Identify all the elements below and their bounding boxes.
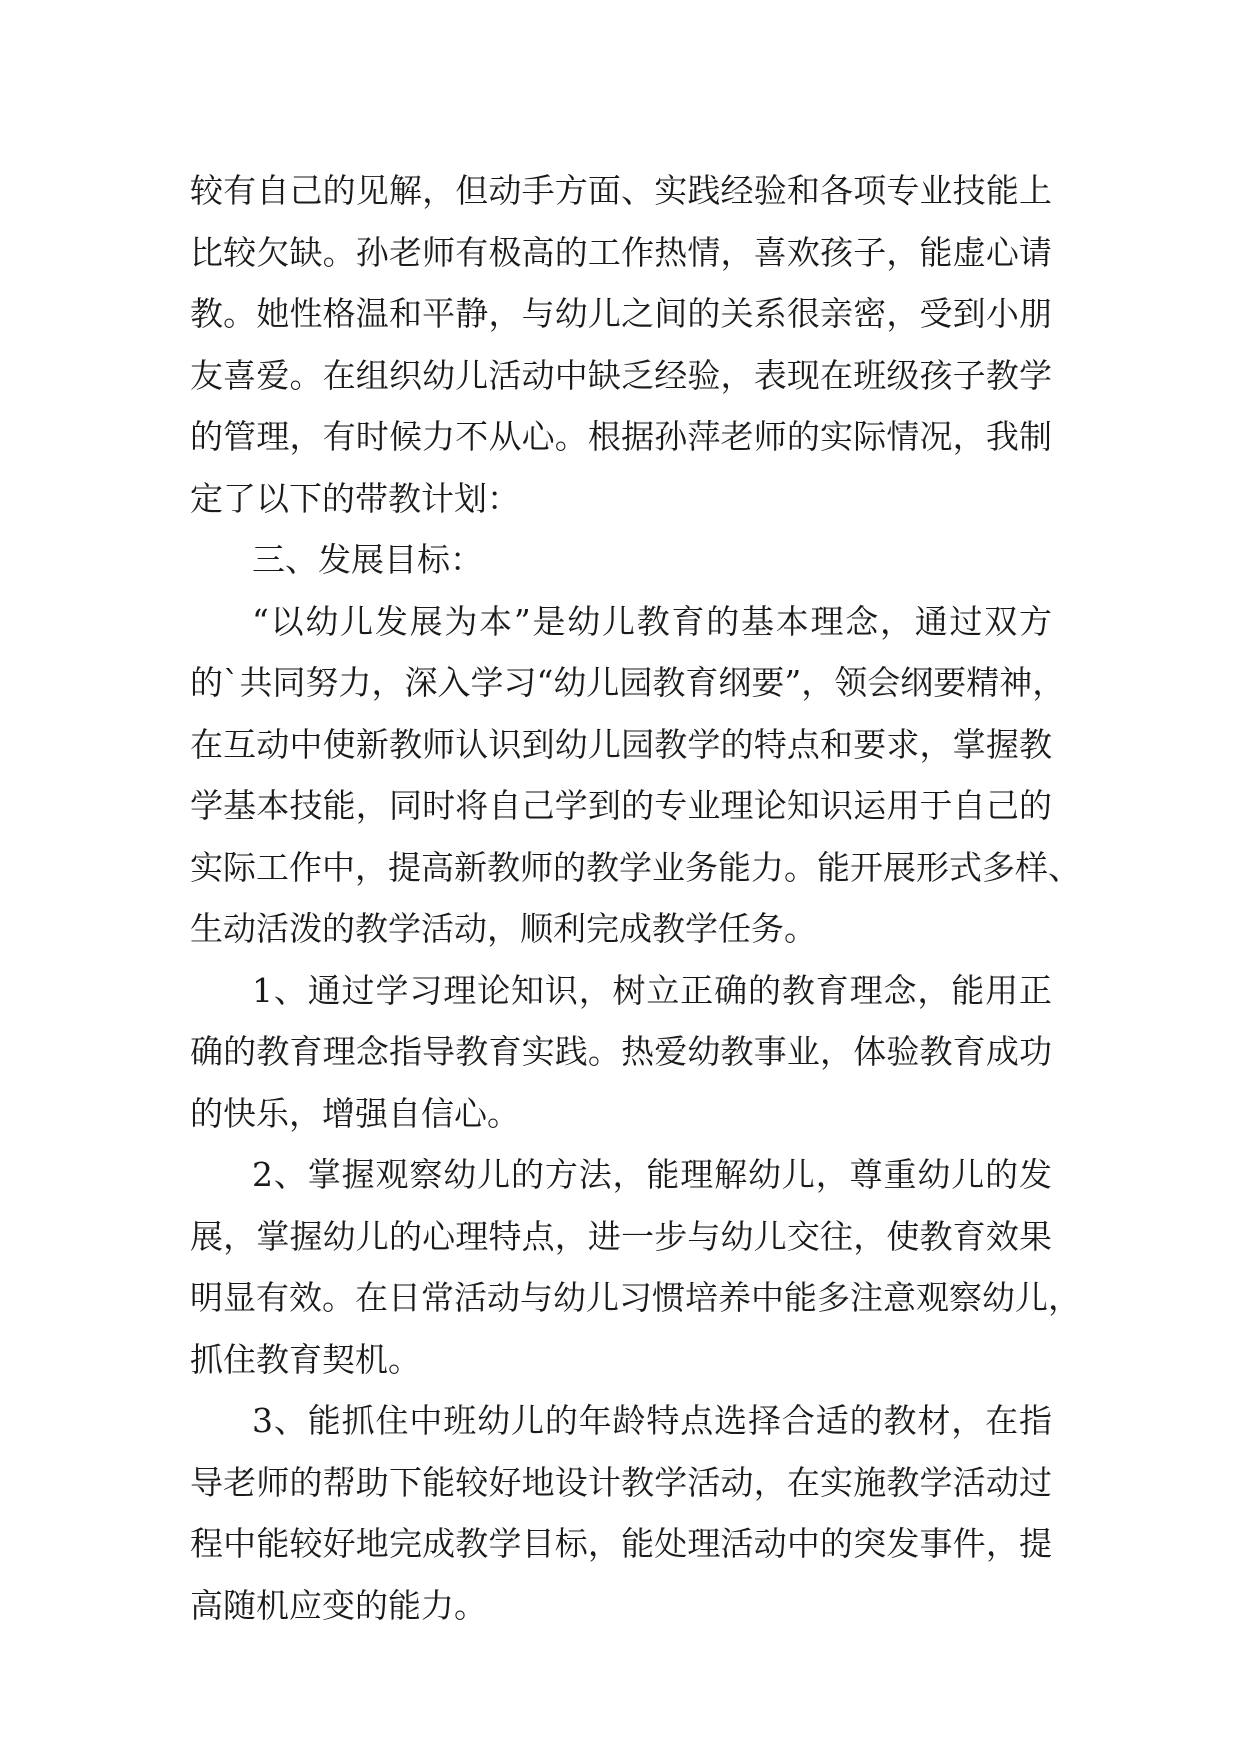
text-line: 在互动中使新教师认识到幼儿园教学的特点和要求，掌握教 bbox=[190, 724, 1052, 764]
text-line: 学基本技能，同时将自己学到的专业理论知识运用于自己的 bbox=[190, 786, 1052, 825]
text-line: 比较欠缺。孙老师有极高的工作热情，喜欢孩子，能虚心请 bbox=[190, 232, 1052, 272]
text-line: 2、掌握观察幼儿的方法，能理解幼儿，尊重幼儿的发 bbox=[252, 1155, 1052, 1194]
text-line: 展，掌握幼儿的心理特点，进一步与幼儿交往，使教育效果 bbox=[190, 1216, 1052, 1256]
text-line: 导老师的帮助下能较好地设计教学活动，在实施教学活动过 bbox=[190, 1462, 1052, 1502]
text-line: 三、发展目标： bbox=[252, 540, 483, 579]
text-line: 实际工作中，提高新教师的教学业务能力。能开展形式多样、 bbox=[190, 847, 1081, 887]
text-line: 抓住教育契机。 bbox=[190, 1339, 421, 1379]
text-line: 较有自己的见解，但动手方面、实践经验和各项专业技能上 bbox=[190, 171, 1052, 210]
text-line: 1、通过学习理论知识，树立正确的教育理念，能用正 bbox=[252, 970, 1052, 1010]
text-line: “以幼儿发展为本”是幼儿教育的基本理念，通过双方 bbox=[252, 601, 1052, 641]
text-line: 3、能抓住中班幼儿的年龄特点选择合适的教材，在指 bbox=[252, 1401, 1052, 1440]
text-line: 的管理，有时候力不从心。根据孙萍老师的实际情况，我制 bbox=[190, 417, 1052, 456]
text-line: 的快乐，增强自信心。 bbox=[190, 1093, 520, 1133]
text-line: 确的教育理念指导教育实践。热爱幼教事业，体验教育成功 bbox=[190, 1032, 1052, 1071]
text-line: 友喜爱。在组织幼儿活动中缺乏经验，表现在班级孩子教学 bbox=[190, 355, 1052, 395]
text-line: 明显有效。在日常活动与幼儿习惯培养中能多注意观察幼儿， bbox=[190, 1278, 1081, 1317]
text-line: 的`共同努力，深入学习“幼儿园教育纲要”，领会纲要精神， bbox=[190, 663, 1066, 702]
text-line: 定了以下的带教计划： bbox=[190, 478, 520, 518]
document-body bbox=[190, 160, 1081, 1636]
text-line: 程中能较好地完成教学目标，能处理活动中的突发事件，提 bbox=[190, 1524, 1052, 1563]
text-line: 生动活泼的教学活动，顺利完成教学任务。 bbox=[190, 909, 817, 948]
text-line: 教。她性格温和平静，与幼儿之间的关系很亲密，受到小朋 bbox=[190, 294, 1052, 333]
text-line: 高随机应变的能力。 bbox=[190, 1585, 487, 1625]
